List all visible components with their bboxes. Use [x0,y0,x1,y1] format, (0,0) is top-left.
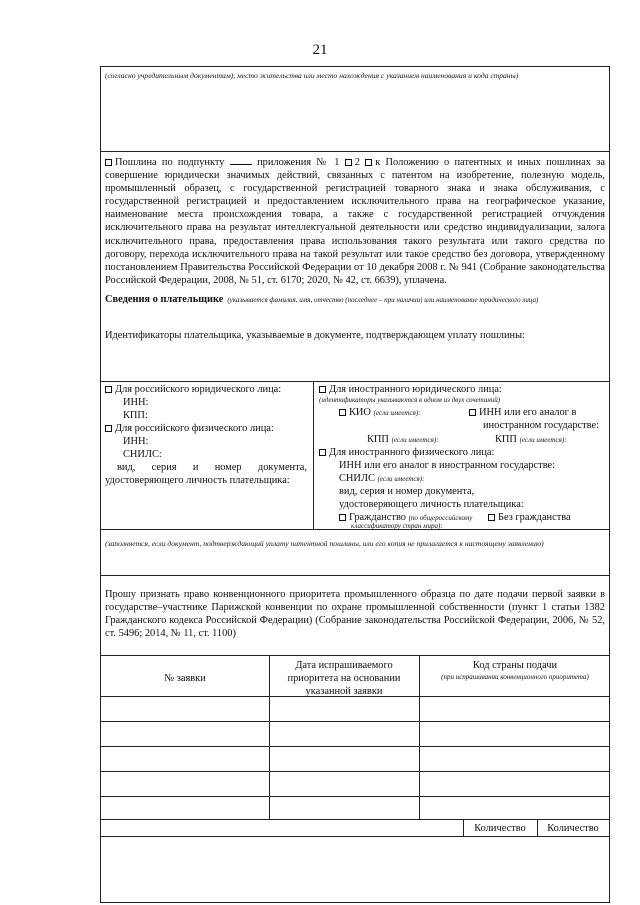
inn-foreign-label: ИНН или его аналог в иностранном государстве: [339,460,556,471]
snils-foreign-label: СНИЛС [339,473,375,484]
fill-note-section [101,529,609,575]
application-form [100,66,610,903]
ru-legal-label: Для российского юридического лица: [115,384,282,395]
quantity-cell-2: Количество [547,823,599,834]
ru-legal-kpp-label: КПП: [123,410,148,421]
table-row-2-number[interactable] [101,721,269,746]
col-priority-date: Дата испрашиваемого приоритета на основании указанной заявки [287,660,401,698]
ru-legal-inn-label: ИНН: [123,397,149,408]
address-note: (согласно учредительным документам), место жительства или место нахождения с указанием наименования и кода страны) [105,71,519,80]
fee-text: Пошлина по подпункту приложения № 1 2 к Положению о патентных и иных пошлинах за совершение юридически значимых действий, связанных с патентом на изобретение, полезную модель, промышленный образец, с государственной регистрацией товарного знака и знака обслуживания, с государственной регистрацией и предоставлением исключительного права на географическое указание, наименование места происхождения товара, а также с государственной регистрацией отчуждения исключительного права на результат интеллектуальной деятельности или средство индивидуализации, залога исключительного права, предоставления права использования такого результата или такого средства по договору, перехода исключительного права на такой результат или такое средство без договора, утвержденному постановлением Правительства Российской Федерации от 10 декабря 2008 г. № 941 (Собрание законодательства Российской Федерации, 2008, № 51, ст. 6170; 2020, № 42, ст. 6639), уплачена. [105,157,605,286]
quantity-cell-1: Количество [474,823,526,834]
foreign-legal-checkbox[interactable] [319,386,326,393]
fill-note: (заполняется, если документ, подтверждающий уплату патентной пошлины, или его копия не прилагается к настоящему заявлению) [105,539,544,548]
ru-legal-checkbox[interactable] [105,386,112,393]
ru-person-snils-label: СНИЛС: [123,449,162,460]
payer-info [105,289,605,307]
kio-label: КИО [349,407,371,418]
priority-text: Прошу признать право конвенционного приоритета промышленного образца по дате подачи первой заявки в государстве–участнике Парижской конвенции по охране промышленной собственности (пункт 1 статьи 1382 Гражданского кодекса Российской Федерации) (Собрание законодательства Российской Федерации, 2006, № 52, ст. 5496; 2014, № 11, ст. 1100) [105,589,605,640]
ru-doc-label-1: вид, серия и номер документа, [117,462,307,473]
ru-doc-label-2: удостоверяющего личность плательщика: [105,475,290,486]
inn-analog-checkbox[interactable] [469,409,476,416]
foreign-person-checkbox[interactable] [319,449,326,456]
payer-label: Сведения о плательщике [105,293,224,305]
col-country-code-note: (при испрашивании конвенционного приоритета) [441,673,589,681]
col-application-number: № заявки [164,673,206,684]
foreign-person-label: Для иностранного физического лица: [329,447,495,458]
bottom-row [101,819,609,836]
citizenship-checkbox[interactable] [339,514,346,521]
fee-checkbox[interactable] [105,159,112,166]
stateless-label: Без гражданства [498,512,571,523]
table-row-3-number[interactable] [101,746,269,771]
bottom-area [101,836,609,902]
fee-section [101,151,609,354]
priority-table [101,655,609,819]
foreign-legal-label: Для иностранного юридического лица: [329,384,502,395]
citizenship-label: Гражданство [349,512,406,523]
ru-person-inn-label: ИНН: [123,436,149,447]
kpp-label-2: КПП [495,434,517,445]
table-row-1-number[interactable] [101,696,269,721]
priority-section [101,575,609,655]
foreign-legal-note: (идентификаторы указываются в одном из двух сочетаний) [319,396,501,404]
appendix-1-checkbox[interactable] [345,159,352,166]
subparagraph-field[interactable] [230,155,252,165]
ru-person-label: Для российского физического лица: [115,423,274,434]
identifiers-heading: Идентификаторы плательщика, указываемые в документе, подтверждающем уплату пошлины: [105,330,525,341]
stateless-checkbox[interactable] [488,514,495,521]
ru-person-checkbox[interactable] [105,425,112,432]
foreign-doc-label-1: вид, серия и номер документа, [339,486,475,497]
col-country-code: Код страны подачи [472,660,558,671]
table-row-4-number[interactable] [101,771,269,796]
foreign-doc-label-2: удостоверяющего личность плательщика: [339,499,524,510]
inn-analog-label-2: иностранном государстве: [483,420,600,431]
page-number: 21 [312,42,328,58]
inn-analog-label: ИНН или его аналог в [479,407,577,418]
appendix-2-checkbox[interactable] [365,159,372,166]
identifiers-grid: Для российского юридического лица: ИНН: КПП: Для российского физического лица: ИНН: СНИЛС: вид, серия и номер документа, удостоверяющего личность плательщика: Для иностранного юридического лица: (идентификаторы указываются в одном из двух сочетаний) КИО (если имеется): ИНН или его аналог в иностранном государстве: КПП (если имеется): КПП (если имеется): Для иностранного физического лица: ИНН или его аналог в иностранном государстве: СНИЛС (если имеется): вид, серия и номер документа, удостоверяющего личность плательщика: Гражданство (по общероссийскому Без гражданства классификатору стран мира): [101,381,609,529]
kpp-label: КПП [367,434,389,445]
citizenship-note-2: классификатору стран мира): [351,522,443,530]
payer-note: (указывается фамилия, имя, отчество (последнее – при наличии) или наименование юридического лица) [227,295,539,304]
kio-checkbox[interactable] [339,409,346,416]
